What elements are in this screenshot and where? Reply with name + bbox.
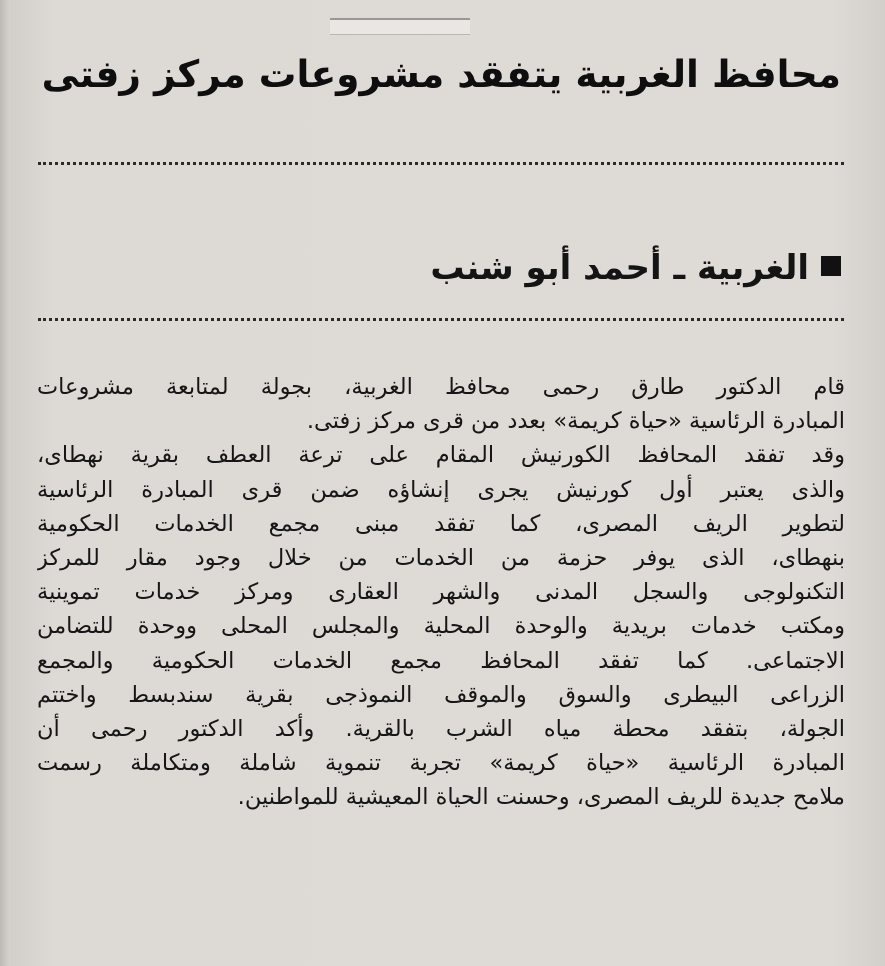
dotted-divider-top [38,162,844,165]
body-line: لتطوير الريف المصرى، كما تفقد مبنى مجمع الخدمات الحكومية [37,510,845,537]
body-line: بنهطاى، الذى يوفر حزمة من الخدمات من خلال وجود مقار للمركز [37,544,845,571]
body-line: قام الدكتور طارق رحمى محافظ الغربية، بجولة لمتابعة مشروعات [37,374,845,400]
body-line: والذى يعتبر أول كورنيش يجرى إنشاؤه ضمن قرى المبادرة الرئاسية [37,476,845,503]
body-line: ومكتب خدمات بريدية والوحدة المحلية والمجلس المحلى ووحدة للتضامن [37,613,845,640]
body-line: ملامح جديدة للريف المصرى، وحسنت الحياة المعيشية للمواطنين. [237,784,845,811]
square-bullet-icon [821,256,841,276]
body-line: المبادرة الرئاسية «حياة كريمة» تجربة تنموية شاملة ومتكاملة رسمت [37,750,845,777]
body-line: وقد تفقد المحافظ الكورنيش المقام على ترعة العطف بقرية نهطاى، [37,442,845,469]
body-line: الاجتماعى. كما تفقد المحافظ مجمع الخدمات الحكومية والمجمع [37,647,845,674]
body-line: الجولة، بتفقد محطة مياه الشرب بالقرية. وأكد الدكتور رحمى أن [37,715,845,742]
tape-strip [330,18,470,35]
article-byline [241,244,841,292]
body-line: المبادرة الرئاسية «حياة كريمة» بعدد من قرى مركز زفتى. [306,408,845,435]
body-line: التكنولوجى والسجل المدنى والشهر العقارى ومركز خدمات تموينية [37,579,845,606]
article-body [37,370,845,814]
article-headline: محافظ الغربية يتفقد مشروعات مركز زفتى [41,52,841,96]
byline-text: الغربية ـ أحمد أبو شنب [430,248,809,288]
dotted-divider-bottom [38,318,844,321]
body-line: الزراعى البيطرى والسوق والموقف النموذجى بقرية سندبسط واختتم [37,681,845,708]
paper-edge [0,0,10,966]
